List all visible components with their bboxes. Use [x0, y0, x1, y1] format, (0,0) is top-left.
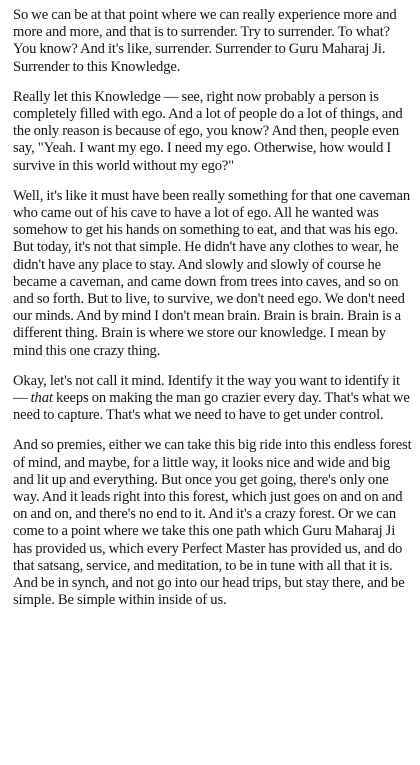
paragraph-identify-mind: [13, 373, 413, 425]
emphasis-that: that: [30, 390, 53, 407]
paragraph-identify-mind-before: Okay, let's not call it mind. Identify it the way you want to identify it —: [13, 372, 400, 407]
paragraph-forest-of-mind: And so premies, either we can take this big ride into this endless forest of mind, and maybe, for a little way, it looks nice and wide and big and lit up and everything. But once you get going, there's only one way. And it leads right into this forest, which just goes on and on and on and on, and there's no end to it. And it's a crazy forest. Or we can come to a point where we take this one path which Guru Maharaj Ji has provided us, which every Perfect Master has provided us, and do that satsang, service, and meditation, to be in tune with all that it is. And be in synch, and not go into our head trips, but stay there, and be simple. Be simple within inside of us.: [13, 437, 412, 609]
paragraph-surrender: So we can be at that point where we can really experience more and more and more, and that is to surrender. Try to surrender. To what? You know? And it's like, surrender. Surrender to Guru Maharaj Ji. Surrender to this Knowledge.: [13, 7, 397, 75]
paragraph-ego: Really let this Knowledge — see, right now probably a person is completely filled with ego. And a lot of people do a lot of things, and the only reason is because of ego, you know? And then, people even say, "Yeah. I want my ego. I need my ego. Otherwise, how would I survive in this world without my ego?": [13, 88, 403, 174]
document-page: [13, 7, 413, 623]
paragraph-identify-mind-after: keeps on making the man go crazier every day. That's what we need to capture. That's what we need to have to get under control.: [13, 390, 410, 424]
paragraph-caveman: Well, it's like it must have been really something for that one caveman who came out of his cave to have a lot of ego. All he wanted was somehow to get his hands on something to eat, and that was his ego. But today, it's not that simple. He didn't have any clothes to wear, he didn't have any place to stay. And slowly and slowly of course he became a caveman, and came down from trees into caves, and so on and so forth. But to live, to survive, we don't need ego. We don't need our minds. And by mind I don't mean brain. Brain is brain. Brain is a different thing. Brain is where we store our knowledge. I mean by mind this one crazy thing.: [13, 187, 411, 359]
